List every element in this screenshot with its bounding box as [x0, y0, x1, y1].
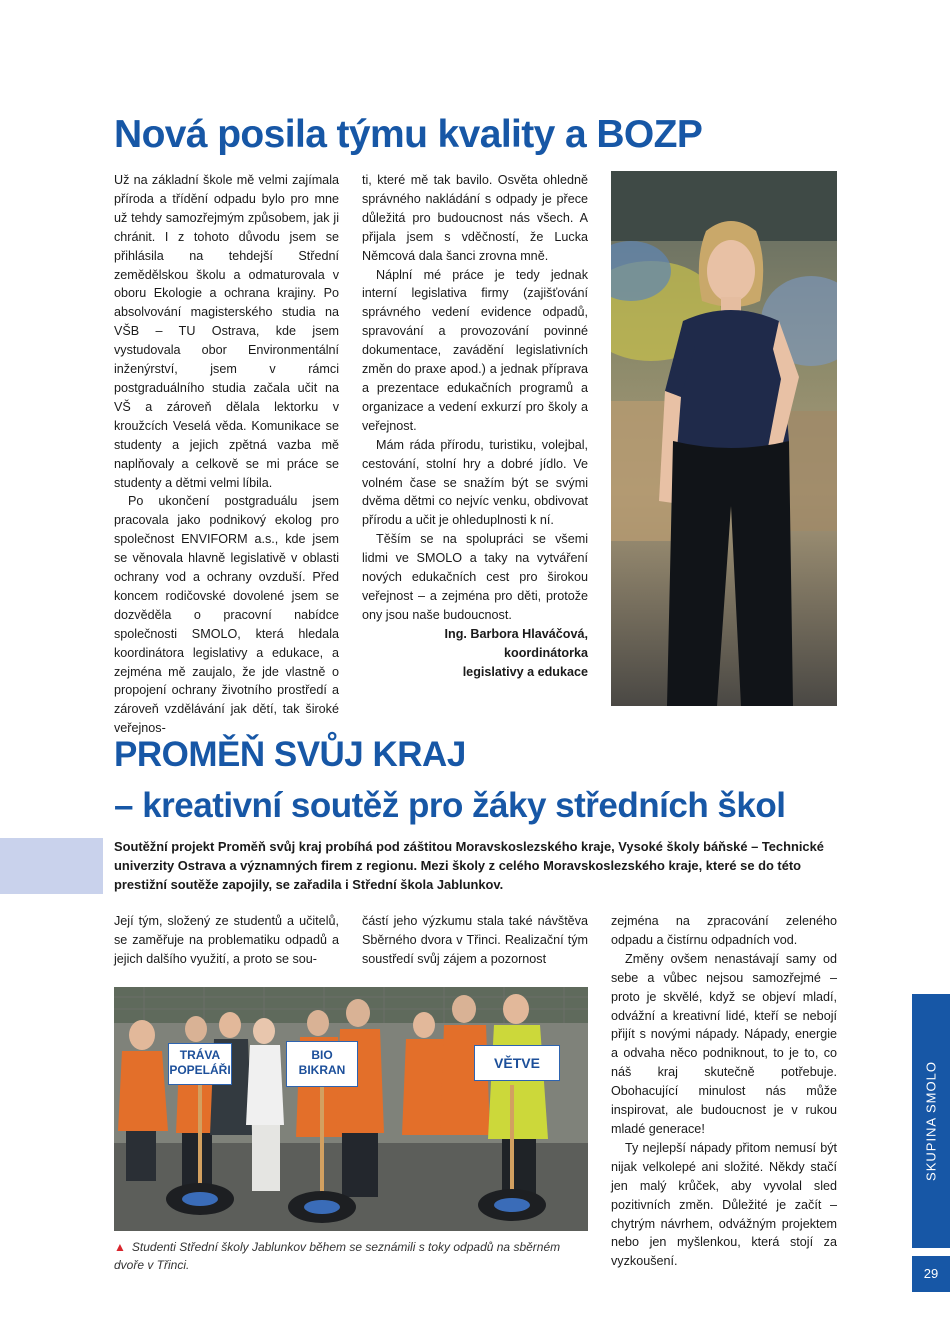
sign-text: BIKRAN — [298, 1063, 346, 1077]
paragraph: Po ukončení postgraduálu jsem pracovala jako podnikový ekolog pro společnost ENVIFORM a.s., kde jsem se věnovala hlavně legislativě v oblasti ochrany vod a ochrany ovzduší. Před koncem rodičovské dovolené jsem se dozvěděla o pracovní nabídce společnosti SMOLO, která hledala koordinátora legislativy a edukace, a zejména mě zaujalo, že jde vlastně o propojení ochrany životního prostředí a zároveň vzdělávání jak dětí, tak široké veřejnos- — [114, 494, 339, 736]
portrait-photo-illustration — [611, 171, 837, 706]
article-column-2 — [362, 171, 588, 681]
page-number: 29 — [912, 1256, 950, 1292]
section-column-2 — [362, 912, 588, 969]
caption-text: Studenti Střední školy Jablunkov během se seznámili s toky odpadů na sběrném dvoře v Třinci. — [114, 1240, 561, 1272]
sign-text: POPELÁŘI — [169, 1063, 231, 1077]
sign-trava-popelari — [168, 1043, 232, 1085]
article-title: Nová posila týmu kvality a BOZP — [114, 113, 703, 156]
section-subtitle: – kreativní soutěž pro žáky středních škol — [114, 786, 786, 825]
paragraph: zejména na zpracování zeleného odpadu a čistírnu odpadních vod. — [611, 914, 837, 947]
paragraph: Už na základní škole mě velmi zajímala příroda a třídění odpadu bylo pro mne už tehdy samozřejmým způsobem, jak ji chránit. I z tohoto důvodu jsem se přihlásila na tehdejší Střední zemědělskou školu a odmaturovala v oboru Ekologie a ochrana krajiny. Po absolvování magisterského studia na VŠB – TU Ostrava, kde jsem vystudovala obor Environmentální inženýrství, jsem v rámci postgraduálního studia začala učit na VŠ a zároveň dělala lektorku v kroužcích Veselá věda. Komunikace se studenty a jejich zpětná vazba mě naplňovaly a celkově se mi práce se studenty a dětmi velmi líbila. — [114, 173, 339, 490]
sign-text: TRÁVA — [179, 1048, 221, 1062]
sign-bio-bikran — [286, 1041, 358, 1087]
decorative-bar — [0, 838, 103, 894]
photo-caption — [114, 1238, 584, 1274]
section-column-1 — [114, 912, 339, 969]
sign-text: BIO — [311, 1048, 333, 1062]
section-tab — [912, 994, 950, 1248]
article-column-1 — [114, 171, 339, 738]
paragraph: Mám ráda přírodu, turistiku, volejbal, cestování, stolní hry a dobré jídlo. Ve volném čase se snažím být se svými dvěma dětmi co nejvíc venku, obdivovat přírodu a učit je ohleduplnosti k ní. — [362, 437, 588, 528]
author-role: koordinátorka — [504, 645, 588, 660]
author-name: Ing. Barbora Hlaváčová, — [444, 626, 588, 641]
paragraph: Její tým, složený ze studentů a učitelů, se zaměřuje na problematiku odpadů a jejich dalšího využití, a proto se sou- — [114, 914, 339, 966]
sign-vetve — [474, 1045, 560, 1081]
paragraph: Ty nejlepší nápady přitom nemusí být nijak velkolepé ani složité. Někdy stačí jen malý krůček, aby vyvolal sled pozitivních změn. Důležité je začít – chytrým návrhem, odvážným projektem nebo jen myšlenkou, která stojí za vyzkoušení. — [611, 1140, 837, 1269]
paragraph: Těším se na spolupráci se všemi lidmi ve SMOLO a taky na vytváření nových edukačních cest pro širokou veřejnost – a zejména pro děti, protože ony jsou naše budoucnost. — [362, 532, 588, 622]
section-tab-label: SKUPINA SMOLO — [923, 1061, 939, 1181]
triangle-icon: ▲ — [114, 1240, 126, 1254]
paragraph: ti, které mě tak bavilo. Osvěta ohledně správného nakládání s odpady je přece důležitá pro budoucnost nás všech. A přijala jsem s vděčností, že Lucka Němcová dala šanci zrovna mně. — [362, 173, 588, 263]
author-role-line2: legislativy a edukace — [462, 664, 588, 679]
paragraph: Změny ovšem nenastávají samy od sebe a vůbec nejsou samozřejmé – proto je skvělé, když se objeví mladí, odvážní a kreativní lidé, kteří se nebojí přijít s novými nápady. Nápady, energie a odvaha něco podniknout, to je to, co náš kraj skutečně potřebuje. Obohacující minulost nás může inspirovat, ale budoucnost je v rukou mladé generace! — [611, 951, 837, 1136]
portrait-photo — [611, 171, 837, 706]
section-title: PROMĚŇ SVŮJ KRAJ — [114, 735, 466, 774]
group-photo — [114, 987, 588, 1231]
paragraph: částí jeho výzkumu stala také návštěva Sběrného dvora v Třinci. Realizační tým soustředí svůj zájem a pozornost — [362, 914, 588, 966]
author-signature — [362, 625, 588, 682]
section-column-3 — [611, 912, 837, 1271]
sign-text: VĚTVE — [494, 1055, 540, 1071]
group-photo-illustration — [114, 987, 588, 1231]
paragraph: Náplní mé práce je tedy jednak interní legislativa firmy (zajišťování správného vedení evidence odpadů, spravování a provozování povinné dokumentace, zavádění legislativních změn do praxe apod.) a jednak příprava a prezentace edukačních programů a organizace a vedení exkurzí pro školy a veřejnost. — [362, 267, 588, 433]
lead-paragraph: Soutěžní projekt Proměň svůj kraj probíhá pod záštitou Moravskoslezského kraje, Vysoké školy báňské – Technické univerzity Ostrava a významných firem z regionu. Mezi školy z celého Moravskoslezského kraje, které se do této prestižní soutěže zapojily, se zařadila i Střední škola Jablunkov. — [114, 839, 824, 892]
